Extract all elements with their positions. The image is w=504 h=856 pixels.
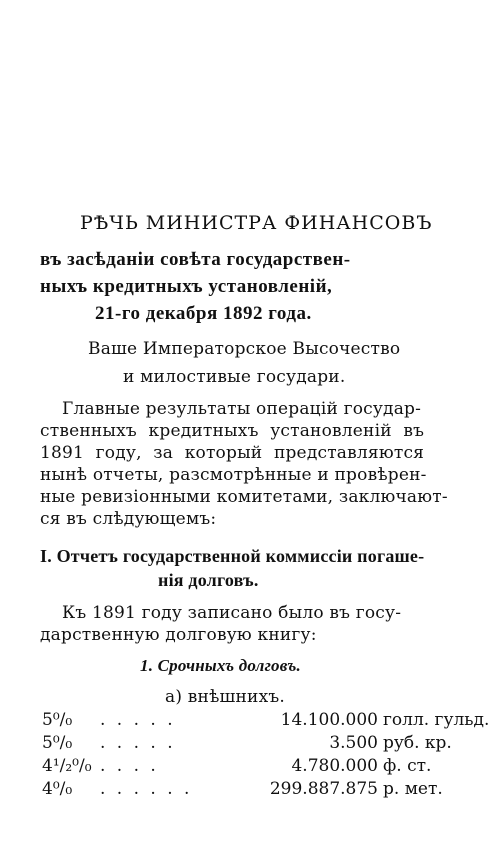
debt-unit: голл. гульд. bbox=[383, 710, 490, 730]
debt-row bbox=[38, 733, 478, 755]
debt-rate: 4⁰/₀ bbox=[42, 779, 73, 799]
subsection-heading: 1. Срочныхъ долговъ. bbox=[140, 656, 301, 675]
debt-rate: 5⁰/₀ bbox=[42, 733, 73, 753]
debt-row bbox=[38, 756, 478, 778]
address-line: Ваше Императорское Высочество bbox=[88, 339, 401, 359]
leader-dots: . . . . . bbox=[100, 710, 176, 730]
debt-unit: ф. ст. bbox=[383, 756, 432, 776]
debt-amount: 299.887.875 bbox=[269, 779, 378, 799]
paragraph-line: нынѣ отчеты, разсмотрѣнные и провѣрен- bbox=[40, 465, 427, 485]
debt-row bbox=[38, 710, 490, 732]
paragraph-line: ственныхъ кредитныхъ установленій въ bbox=[40, 421, 425, 441]
subtitle-line: 21-го декабря 1892 года. bbox=[95, 303, 312, 324]
debt-rate: 5⁰/₀ bbox=[42, 710, 73, 730]
subtitle-line: ныхъ кредитныхъ установленій, bbox=[40, 276, 333, 297]
debt-row bbox=[38, 779, 478, 801]
debt-amount: 4.780.000 bbox=[291, 756, 378, 776]
paragraph-line: Главные результаты операцій государ- bbox=[62, 399, 422, 419]
section-heading-line: нія долговъ. bbox=[158, 570, 259, 590]
leader-dots: . . . . . . bbox=[100, 779, 193, 799]
paragraph-line: ся въ слѣдующемъ: bbox=[40, 509, 217, 529]
paragraph-line: 1891 году, за который представляются bbox=[40, 443, 425, 463]
document-title: РѢЧЬ МИНИСТРА ФИНАНСОВЪ bbox=[80, 212, 433, 234]
paragraph-line: ные ревизіонными комитетами, заключают- bbox=[40, 487, 448, 507]
subtitle-line: въ засѣданіи совѣта государствен- bbox=[40, 249, 351, 270]
section-text-line: Къ 1891 году записано было въ госу- bbox=[62, 603, 402, 623]
address-line: и милостивые государи. bbox=[123, 367, 346, 387]
section-heading-line: I. Отчетъ государственной коммиссіи погаше- bbox=[40, 546, 425, 566]
section-text-line: дарственную долговую книгу: bbox=[40, 625, 317, 645]
leader-dots: . . . . . bbox=[100, 733, 176, 753]
debt-amount: 14.100.000 bbox=[280, 710, 378, 730]
subsubsection-heading: а) внѣшнихъ. bbox=[165, 687, 285, 707]
debt-amount: 3.500 bbox=[329, 733, 378, 753]
leader-dots: . . . . bbox=[100, 756, 159, 776]
debt-unit: руб. кр. bbox=[383, 733, 452, 753]
debt-rate: 4¹/₂⁰/₀ bbox=[42, 756, 92, 776]
debt-unit: р. мет. bbox=[383, 779, 443, 799]
